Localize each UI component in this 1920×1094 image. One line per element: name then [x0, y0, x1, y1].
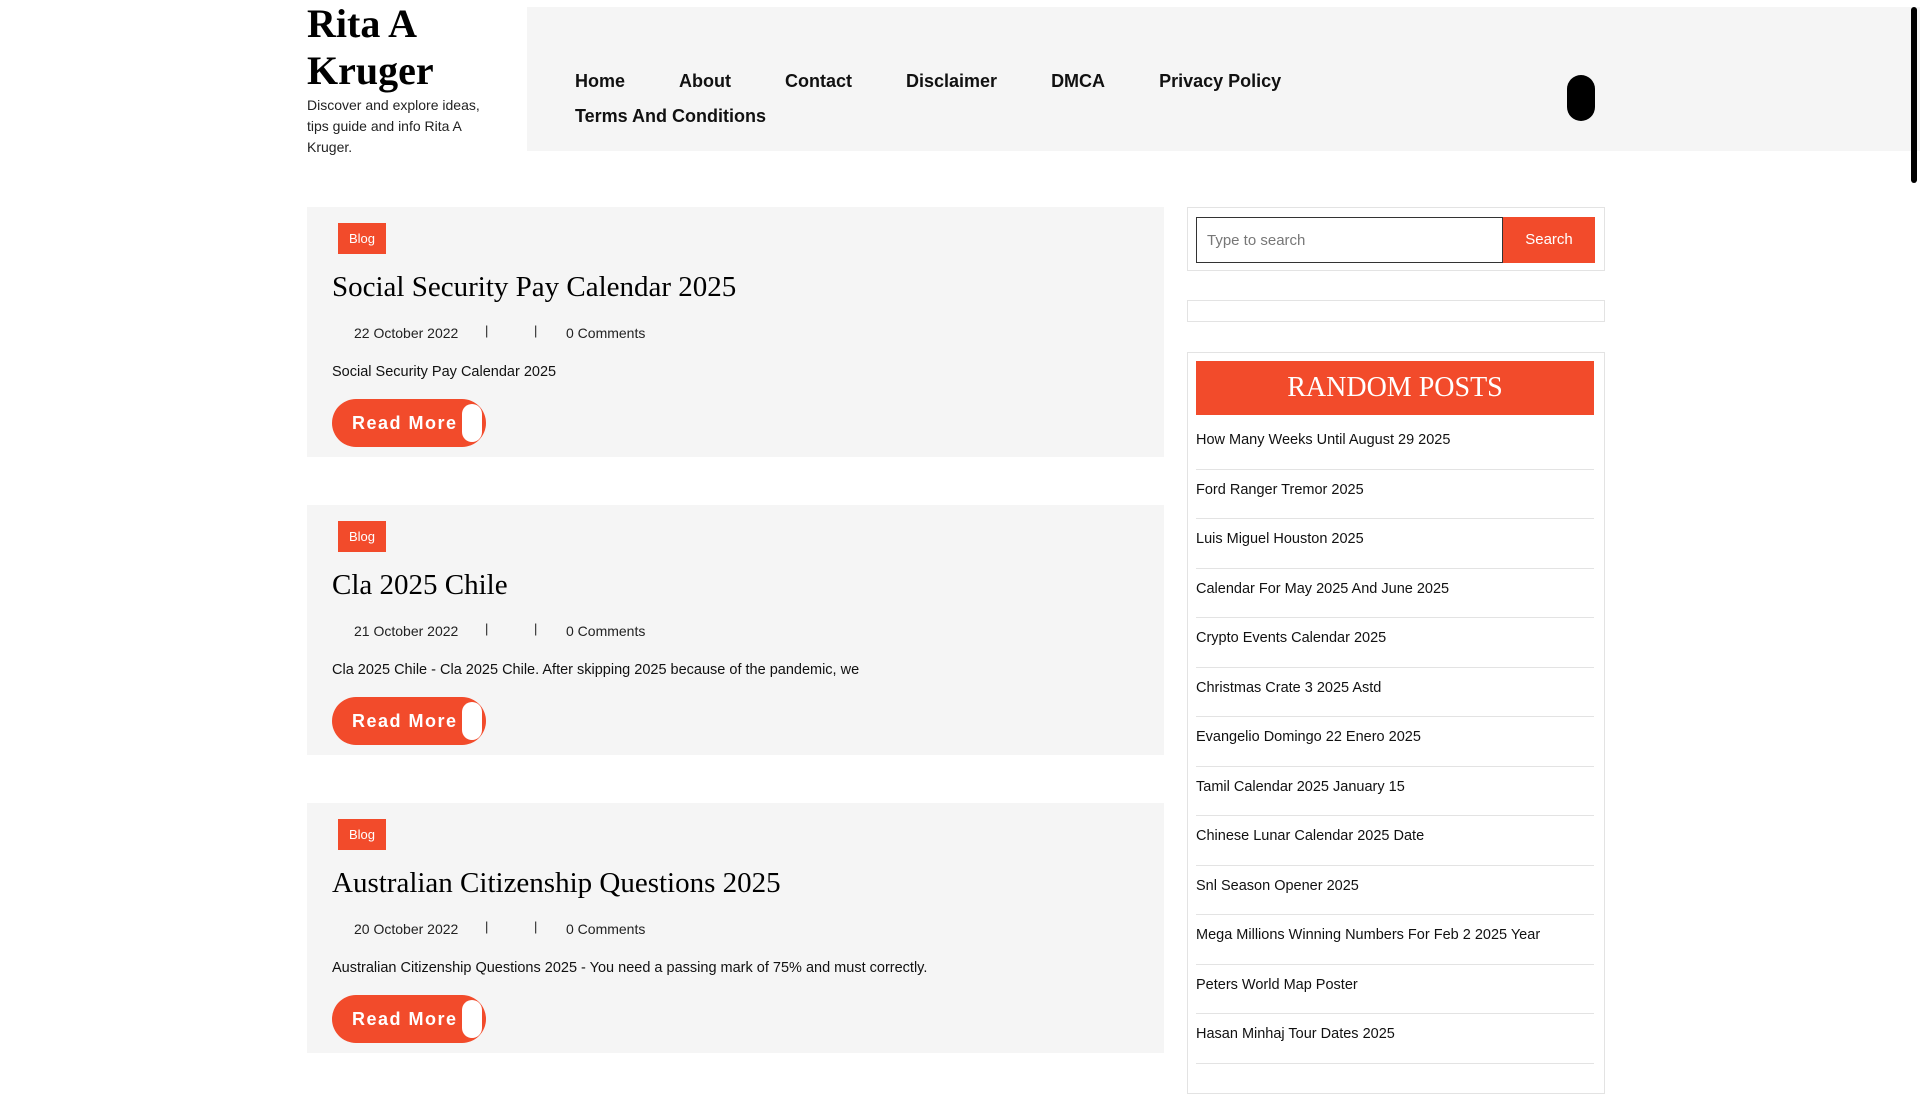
category-badge[interactable]: Blog	[338, 223, 386, 254]
random-post-link[interactable]: Chinese Lunar Calendar 2025 Date	[1196, 816, 1594, 866]
meta-separator: |	[485, 621, 489, 636]
nav-item-dmca[interactable]: DMCA	[1051, 71, 1106, 91]
post-date[interactable]: 22 October 2022	[354, 325, 459, 341]
empty-widget	[1187, 300, 1605, 322]
random-post-link[interactable]: Snl Season Opener 2025	[1196, 866, 1594, 916]
post-title[interactable]: Social Security Pay Calendar 2025	[332, 271, 737, 303]
random-post-link[interactable]: Evangelio Domingo 22 Enero 2025	[1196, 717, 1594, 767]
nav-item-about[interactable]: About	[679, 71, 731, 91]
category-badge[interactable]: Blog	[338, 521, 386, 552]
random-post-link[interactable]: Ford Ranger Tremor 2025	[1196, 470, 1594, 520]
read-more-button[interactable]	[332, 697, 486, 745]
random-post-link[interactable]: How Many Weeks Until August 29 2025	[1196, 420, 1594, 470]
post-date[interactable]: 20 October 2022	[354, 921, 459, 937]
random-posts-list	[1196, 420, 1594, 1064]
toggle-knob-icon	[462, 404, 482, 442]
random-post-link[interactable]: Calendar For May 2025 And June 2025	[1196, 569, 1594, 619]
search-button[interactable]: Search	[1503, 217, 1595, 263]
post-meta	[354, 621, 646, 641]
post-comments[interactable]: 0 Comments	[566, 921, 646, 937]
nav-item-disclaimer[interactable]: Disclaimer	[906, 71, 998, 91]
nav-item-terms[interactable]: Terms And Conditions	[575, 106, 766, 126]
random-post-link[interactable]: Tamil Calendar 2025 January 15	[1196, 767, 1594, 817]
post-excerpt: Cla 2025 Chile - Cla 2025 Chile. After skipping 2025 because of the pandemic, we	[332, 662, 860, 678]
post-excerpt: Social Security Pay Calendar 2025	[332, 364, 557, 380]
read-more-label: Read More	[352, 1009, 458, 1029]
read-more-label: Read More	[352, 711, 458, 731]
post-meta	[354, 323, 646, 343]
nav-row	[575, 104, 820, 128]
post-title[interactable]: Australian Citizenship Questions 2025	[332, 867, 781, 899]
post-title[interactable]: Cla 2025 Chile	[332, 569, 508, 601]
post-comments[interactable]: 0 Comments	[566, 325, 646, 341]
read-more-button[interactable]	[332, 995, 486, 1043]
random-post-link[interactable]: Christmas Crate 3 2025 Astd	[1196, 668, 1594, 718]
meta-separator: |	[485, 919, 489, 934]
scrollbar[interactable]	[1911, 7, 1917, 183]
post-date[interactable]: 21 October 2022	[354, 623, 459, 639]
meta-separator: |	[534, 621, 538, 636]
post-comments[interactable]: 0 Comments	[566, 623, 646, 639]
meta-separator: |	[485, 323, 489, 338]
random-posts-heading: RANDOM POSTS	[1196, 361, 1594, 415]
search-widget	[1187, 207, 1605, 271]
random-post-link[interactable]: Peters World Map Poster	[1196, 965, 1594, 1015]
read-more-button[interactable]	[332, 399, 486, 447]
search-input[interactable]	[1196, 217, 1503, 263]
random-post-link[interactable]: Crypto Events Calendar 2025	[1196, 618, 1594, 668]
meta-separator: |	[534, 919, 538, 934]
random-post-link[interactable]: Hasan Minhaj Tour Dates 2025	[1196, 1014, 1594, 1064]
post-card	[307, 505, 1164, 755]
site-title[interactable]: Rita A Kruger	[307, 1, 434, 93]
nav-item-contact[interactable]: Contact	[785, 71, 852, 91]
post-meta	[354, 919, 646, 939]
read-more-label: Read More	[352, 413, 458, 433]
category-badge[interactable]: Blog	[338, 819, 386, 850]
random-posts-widget	[1187, 352, 1605, 1094]
post-card	[307, 803, 1164, 1053]
main-navigation	[527, 7, 1920, 151]
post-card	[307, 207, 1164, 457]
random-post-link[interactable]: Luis Miguel Houston 2025	[1196, 519, 1594, 569]
toggle-knob-icon	[462, 702, 482, 740]
post-excerpt: Australian Citizenship Questions 2025 - You need a passing mark of 75% and must correctly.	[332, 960, 928, 976]
toggle-knob-icon	[462, 1000, 482, 1038]
nav-item-privacy-policy[interactable]: Privacy Policy	[1159, 71, 1282, 91]
nav-item-home[interactable]: Home	[575, 71, 626, 91]
meta-separator: |	[534, 323, 538, 338]
site-description: Discover and explore ideas, tips guide and info Rita A Kruger.	[307, 97, 480, 155]
menu-toggle-icon[interactable]	[1567, 75, 1595, 121]
nav-row	[575, 69, 1335, 93]
random-post-link[interactable]: Mega Millions Winning Numbers For Feb 2 2025 Year	[1196, 915, 1594, 965]
